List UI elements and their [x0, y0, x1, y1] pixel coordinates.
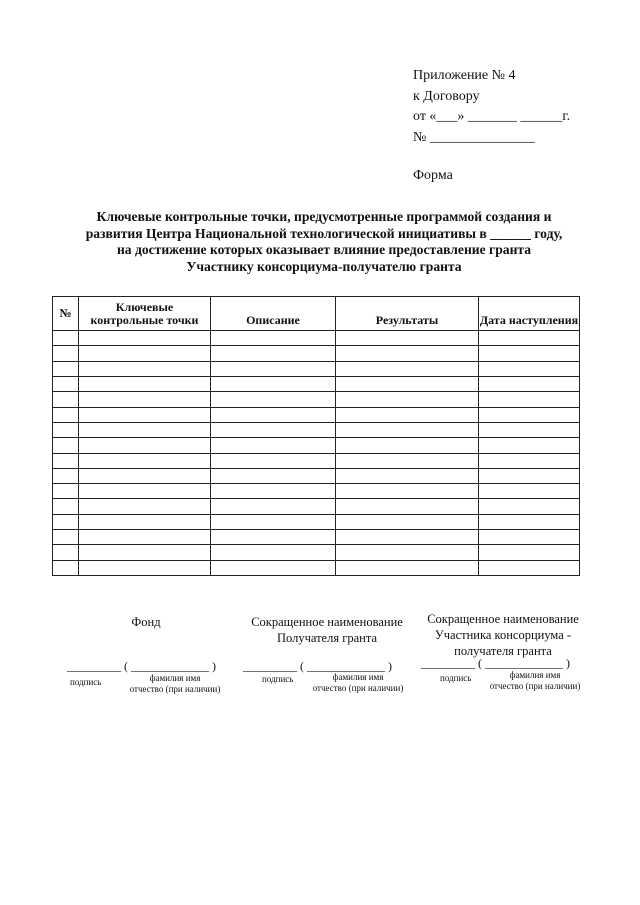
table-cell: [211, 361, 336, 376]
table-cell: [79, 545, 211, 560]
table-cell: [53, 376, 79, 391]
table-cell: [479, 499, 580, 514]
table-cell: [479, 376, 580, 391]
table-cell: [211, 545, 336, 560]
table-row: [53, 438, 580, 453]
table-cell: [479, 468, 580, 483]
table-cell: [336, 468, 479, 483]
key-points-table: [52, 296, 580, 576]
table-cell: [53, 453, 79, 468]
table-row: [53, 331, 580, 346]
table-cell: [336, 514, 479, 529]
appendix-contract-number: № _______________: [413, 129, 535, 145]
table-cell: [53, 560, 79, 575]
table-row: [53, 468, 580, 483]
table-row: [53, 346, 580, 361]
table-cell: [79, 422, 211, 437]
caption-name-line-1: фамилия имя: [509, 670, 561, 680]
caption-name-line-1: фамилия имя: [332, 672, 384, 682]
table-cell: [211, 468, 336, 483]
table-cell: [336, 453, 479, 468]
table-cell: [336, 438, 479, 453]
table-cell: [79, 376, 211, 391]
signature-recipient-title: Сокращенное наименование Получателя гранта: [251, 615, 403, 645]
header-number: №: [53, 297, 79, 331]
table-row: [53, 361, 580, 376]
table-header-row: [53, 297, 580, 331]
caption-name-line-1: фамилия имя: [149, 673, 201, 683]
table-cell: [211, 376, 336, 391]
table-cell: [211, 346, 336, 361]
table-cell: [53, 392, 79, 407]
table-cell: [79, 514, 211, 529]
table-cell: [479, 453, 580, 468]
table-row: [53, 376, 580, 391]
caption-name: [123, 673, 227, 695]
table-cell: [336, 346, 479, 361]
caption-name: [482, 670, 588, 692]
title-line-2: развития Центра Национальной технологической инициативы в ______ году,: [85, 225, 563, 241]
table-cell: [53, 545, 79, 560]
table-row: [53, 407, 580, 422]
table-cell: [479, 346, 580, 361]
table-cell: [336, 331, 479, 346]
table-cell: [53, 468, 79, 483]
caption-name-line-2: отчество (при наличии): [312, 683, 404, 693]
signature-participant-line: _________ ( _____________ ): [421, 656, 570, 670]
table-cell: [211, 331, 336, 346]
table-body: [53, 331, 580, 576]
table-cell: [79, 530, 211, 545]
table-row: [53, 499, 580, 514]
caption-signature: подпись: [70, 677, 102, 687]
table-cell: [336, 560, 479, 575]
signature-fund-title: Фонд: [131, 615, 161, 629]
table-cell: [53, 499, 79, 514]
table-cell: [53, 361, 79, 376]
table-cell: [53, 438, 79, 453]
table-cell: [79, 361, 211, 376]
table-cell: [336, 484, 479, 499]
signature-participant-title: Сокращенное наименование Участника консорциума - получателя гранта: [427, 612, 579, 658]
table-cell: [211, 514, 336, 529]
table-cell: [336, 392, 479, 407]
table-cell: [79, 484, 211, 499]
table-cell: [479, 514, 580, 529]
header-description: Описание: [211, 297, 336, 331]
table-cell: [211, 392, 336, 407]
title-line-3: на достижение которых оказывает влияние предоставление гранта: [116, 242, 532, 257]
table-row: [53, 392, 580, 407]
table-cell: [53, 530, 79, 545]
caption-name-line-2: отчество (при наличии): [489, 681, 581, 691]
table-cell: [211, 499, 336, 514]
table-row: [53, 484, 580, 499]
appendix-block: [413, 66, 570, 148]
table-cell: [479, 438, 580, 453]
table-cell: [336, 361, 479, 376]
header-results: Результаты: [336, 297, 479, 331]
table-cell: [336, 376, 479, 391]
table-cell: [79, 346, 211, 361]
document-title: [50, 209, 598, 275]
table-cell: [211, 407, 336, 422]
table-cell: [211, 453, 336, 468]
table-row: [53, 514, 580, 529]
table-cell: [479, 484, 580, 499]
appendix-contract: к Договору: [413, 88, 480, 104]
table-row: [53, 545, 580, 560]
table-row: [53, 530, 580, 545]
table-cell: [479, 560, 580, 575]
caption-name-line-2: отчество (при наличии): [129, 684, 221, 694]
appendix-date: от «___» _______ ______г.: [413, 109, 571, 124]
table-cell: [479, 392, 580, 407]
table-cell: [336, 499, 479, 514]
title-line-1: Ключевые контрольные точки, предусмотренные программой создания и: [96, 209, 552, 224]
signature-recipient-line: _________ ( _____________ ): [243, 659, 392, 673]
table-cell: [79, 499, 211, 514]
table-cell: [479, 422, 580, 437]
table-row: [53, 560, 580, 575]
table-cell: [53, 407, 79, 422]
table-cell: [53, 331, 79, 346]
header-key-points: Ключевые контрольные точки: [79, 297, 211, 331]
caption-signature: подпись: [440, 673, 472, 683]
table-cell: [211, 422, 336, 437]
table-cell: [211, 560, 336, 575]
table-cell: [79, 392, 211, 407]
table-row: [53, 453, 580, 468]
title-line-4: Участнику консорциума-получателю гранта: [186, 258, 462, 274]
table-cell: [479, 530, 580, 545]
caption-name: [305, 672, 411, 694]
table-cell: [53, 422, 79, 437]
table-cell: [79, 468, 211, 483]
table-cell: [53, 346, 79, 361]
table-cell: [479, 407, 580, 422]
table-cell: [79, 407, 211, 422]
table-cell: [79, 331, 211, 346]
table-cell: [53, 484, 79, 499]
table-cell: [336, 545, 479, 560]
table-cell: [336, 422, 479, 437]
table-cell: [211, 530, 336, 545]
header-date: Дата наступления: [479, 297, 580, 331]
table-row: [53, 422, 580, 437]
appendix-number: Приложение № 4: [413, 68, 516, 83]
table-cell: [53, 514, 79, 529]
table-cell: [336, 407, 479, 422]
signature-fund-line: _________ ( _____________ ): [67, 659, 216, 673]
table-cell: [79, 438, 211, 453]
table-cell: [211, 484, 336, 499]
caption-signature: подпись: [262, 674, 294, 684]
table-cell: [79, 453, 211, 468]
table-cell: [211, 438, 336, 453]
table-cell: [79, 560, 211, 575]
table-cell: [336, 530, 479, 545]
table-cell: [479, 331, 580, 346]
form-label: Форма: [413, 168, 453, 183]
table-cell: [479, 361, 580, 376]
table-cell: [479, 545, 580, 560]
